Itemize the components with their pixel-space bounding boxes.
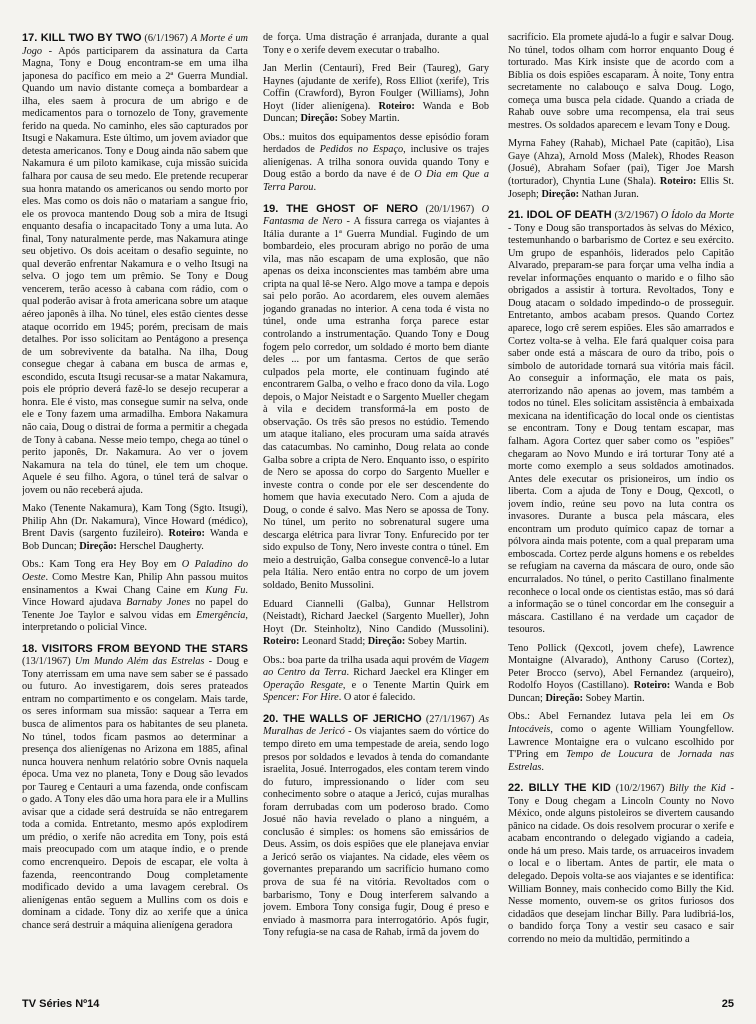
synopsis: - Tony e Doug são transportados às selvas do México, testemunhando o barbarismo de Cortez e seu exército. Um grupo de espanhóis, liderados pelo Capitão Alvarado, preparam-se para forçar uma velha índia a revelar informações enquanto o marido e o filho são obrigados a assistir à tortura. Revoltados, Tony e Doug atacam o soldado impedindo-o de prosseguir. Entretanto, ambos acabam presos. Quando Cortez aparece, logo crê serem espiões. Eles são amarrados e Cortez volta-se à velha. Ele fará qualquer coisa para saber onde está a máscara de ouro da tribo, pois o símbolo de autoridade tornará sua vitória mais fácil. Ao conseguir a informação, ele mata os pais, aterrorizando não apenas ao jovem, mas também a todos no túnel. Eles solicitam assistência à embaixada mexicana na identificação do local onde os cientistas se encontram. Tony e Doug tentam escapar, mas falham. Agora Cortez quer saber como os "espiões" chegaram ao Novo Mundo e irá torturar Tony até a morte como exemplo a seus soldados amotinados. Antes dele executar os prisioneiros, um índio os liberta. Com a ajuda de Tony e Doug, Qexcotl, o jovem índio, reúne seu povo na luta contra os invasores. Durante a busca pela máscara, eles encontram um produto químico capaz de tornar a pólvora ainda mais potente, com a qual preparam uma emboscada. Cortez perde alguns homens e os rebeldes se refugiam na caverna da máscara de ouro, onde são encurralados. No túnel, o perito Castillano finalmente reconhece o local onde os cientistas estão, mas só dará a informação se o túnel concordar em lhe conseguir a máscara. Castillano é na verdade um caçador de tesouros. <box>508 222 734 636</box>
synopsis: - A fissura carrega os viajantes à Itália durante a 1ª Guerra Mundial. Fugindo de um bombardeio, eles procuram abrigo no porão de uma vila, mas não escapam de uma explosão, que não apenas os deixa inconscientes mas também abre uma cripta na qual lê-se Nero. Algo move a tampa e depois sai pelo porão. Ao acordarem, eles ouvem alemães jogando granadas no interior. A cena toda é vista no túnel, onde uma estranha força parece estar controlando a instrumentação. Quando Tony e Doug fogem pelo corredor, um soldado é morto bem diante deles ... por um fantasma. Certos de que serão culpados pela morte, ele continuam fugindo até encontrarem Galba, o velho e fraco dono da vila. Logo depois, o Major Neistadt e o Sargento Mueller chegam à vila e decidem transformá-la em posto de observação. Os três são presos no estúdio. Temendo um ataque italiano, eles procuram uma saída através das catacumbas. No caminho, Doug relata ao conde Galba sobre a cripta de Nero. Enquanto isso, o espírito de Nero se apossa do corpo do Sargento Mueller e investe contra o conde por ele ser descendente do homem que havia executado Nero. Com a ajuda de Doug, o conde é salvo. Mas Nero se apossa de Tony. No túnel, um perito no sobrenatural sugere uma descarga elétrica para livrar Tony. Enfurecido por ter sido expulso de Tony, Nero investe contra o túnel. Em meio a destruição, Galba consegue convencê-lo a lutar pela Itália. Nero então entra no corpo de um jovem soldado, Benito Mussolini. <box>263 216 489 591</box>
synopsis: - Tony e Doug chegam a Lincoln County no Novo México, onde alguns pistoleiros se divertem causando pânico na cidade. Os dois resolvem procurar o xerife e acabam encontrando o delegado vigiando a cadeia, onde há um preso. Mais tarde, os arruaceiros invadem o local e o libertam. Antes de partir, ele mata o delegado. Depois volta-se aos viajantes e se identifica: William Bonney, mais conhecido como Billy the Kid. Nesse momento, ouvem-se os gritos furiosos dos cidadãos que desejam linchar Billy. Para ludibriá-los, o bandido força Tony a vestir seu casaco e sair correndo no meio da multidão, permitindo a <box>508 783 734 945</box>
cast-credits: Jan Merlin (Centauri), Fred Beir (Taureg), Gary Haynes (ajudante de xerife), Ross Elliot (xerife), Tris Coffin (Crawford), Byron Foulger (Williams), John Hoyt (líder alienígena). Roteiro: Wanda e Bob Duncan; Direção: Sobey Martin. <box>263 63 489 125</box>
portuguese-title: A Morte é um Jogo <box>22 33 248 57</box>
air-date: (13/1/1967) <box>22 656 75 668</box>
episode-19 <box>263 203 489 593</box>
episode-notes: Obs.: muitos dos equipamentos desse episódio foram herdados de Pedidos no Espaço, inclusive os trajes alienígenas. A trilha sonora ouvida quando Tony e Doug estão a bordo da nave é de O Dia em Que a Terra Parou. <box>263 131 489 194</box>
portuguese-title: As Muralhas de Jericó <box>263 713 489 738</box>
text-column-1 <box>22 32 248 990</box>
text-column-3 <box>508 32 734 990</box>
episode-18 <box>22 643 248 933</box>
episode-heading: 19. THE GHOST OF NERO <box>263 202 419 215</box>
portuguese-title: Um Mundo Além das Estrelas <box>74 656 205 668</box>
portuguese-title: O Ídolo da Morte <box>660 210 734 222</box>
synopsis: - Os viajantes saem do vórtice do tempo direto em uma tempestade de areia, sendo logo presos por soldados e levados à tenda do comandante israelita, Josué. Interrogados, eles contam terem vindo do futuro, impressionando o líder com seu conhecimento sobre o ataque a Jericó, cujas muralhas foram derrubadas com um poderoso brado. Como Josué não havia revelado o plano a ninguém, a conclusão é simples: os homens são emissários de Deus. Assim, os dois espiões que ele planejava enviar a Jericó serão os viajantes. Na cidade, eles vêem os governantes preparando um sacrifício humano como prova de sua fé na vitória. Revoltados com o barbarismo, Tony e Doug interferem salvando a jovem. Embora Tony consiga fugir, Doug é preso e enviado à masmorra para interrogatório. Após fugir, Tony refugia-se na casa de Rahab, irmã da jovem do <box>263 726 489 939</box>
synopsis-continued: de força. Uma distração é arranjada, durante a qual Tony e o xerife devem executar o trabalho. <box>263 32 489 56</box>
synopsis-continued: sacrifício. Ela promete ajudá-lo a fugir e salvar Doug. No túnel, todos olham com horror enquanto Doug é torturado. Mas Kirk insiste que de acordo com a Bíblia os dois espiões escaparam. À noite, Tony entra secretamente no calabouço e salva Doug. Logo, começa uma busca pela cidade. Quando a criada de Rahab ouve sobre uma recompensa, ela trai seus mestres. Os soldados aparecem e levam Tony e Doug. <box>508 32 734 131</box>
page-number: 25 <box>721 998 734 1010</box>
episode-22 <box>508 782 734 946</box>
air-date: (3/2/1967) <box>611 210 661 222</box>
cast-credits: Teno Pollick (Qexcotl, jovem chefe), Lawrence Montaigne (Alvarado), Anthony Caruso (Cortez), Peter Brocco (servo), Abel Fernandez (arqueiro), Rodolfo Hoyos (Castillano). Roteiro: Wanda e Bob Duncan; Direção: Sobey Martin. <box>508 642 734 704</box>
episode-notes: Obs.: boa parte da trilha usada aqui provém de Viagem ao Centro da Terra. Richard Jaeckel era Klinger em Operação Resgate, e o Tenente Martin Quirk em Spencer: For Hire. O ator é falecido. <box>263 654 489 704</box>
episode-heading: 18. VISITORS FROM BEYOND THE STARS <box>22 642 248 655</box>
text-column-2 <box>263 32 489 990</box>
cast-credits: Eduard Ciannelli (Galba), Gunnar Hellstrom (Neistadt), Richard Jaeckel (Sargento Mueller), John Hoyt (Dr. Steinholtz), Nino Candido (Mussolini). Roteiro: Leonard Stadd; Direção: Sobey Martin. <box>263 598 489 648</box>
episode-heading: 21. IDOL OF DEATH <box>508 209 612 222</box>
magazine-issue: TV Séries Nº14 <box>22 998 100 1010</box>
portuguese-title: O Fantasma de Nero <box>263 203 489 228</box>
episode-heading: 17. KILL TWO BY TWO <box>22 32 142 44</box>
episode-heading: 22. BILLY THE KID <box>508 782 611 795</box>
episode-heading: 20. THE WALLS OF JERICHO <box>263 712 422 725</box>
synopsis: - Doug e Tony aterrissam em uma nave sem saber se é passado ou futuro. Ao investigarem, dois seres prateados entram no compartimento e os congelam. Mais tarde, os seres informam sua missão: saquear a Terra em busca de alimentos para os habitantes de seu planeta. No túnel, todos ficam pasmos ao determinar a presença dos alienígenas no Arizona em 1885, afinal nunca houvera nenhum relatório sobre Ovnis naquela época. Uma vez no planeta, Tony e Doug são levados por Taureg e Centauri a uma fazenda, onde confiscam o gado. A Tony eles dão uma hora para ele ir a Mullins avisar que a cidade será destruída se não entregarem toda a comida. Entretanto, mesmo após explodirem um prédio, o xerife não acredita em Tony, pois está mais preocupado com um ataque índio, e o prende como encrenqueiro. Depois de escapar, ele volta à fazenda, reencontrando Doug completamente modificado devido a uma lavagem cerebral. Os alienígenas então seguem a Mullins com os dois e dominam a cidade. Tony diz ao xerife que a única chance será destruir a máquina alienígena geradora <box>22 656 248 931</box>
episode-20 <box>263 713 489 940</box>
page-footer <box>22 998 734 1014</box>
cast-credits: Myrna Fahey (Rahab), Michael Pate (capitão), Lisa Gaye (Ahza), Arnold Moss (Malek), Rhodes Reason (Josué), Abraham Sofaer (pai), Tiger Joe Marsh (torturador), Chyntia Lune (Shala). Roteiro: Ellis St. Joseph; Direção: Nathan Juran. <box>508 138 734 200</box>
air-date: (27/1/1967) <box>421 713 479 725</box>
episode-notes: Obs.: Abel Fernandez lutava pela lei em Os Intocáveis, como o agente William Youngfellow. Lawrence Montaigne era o vulcano escolhido por T'Pring em Tempo de Loucura de Jornada nas Estrelas. <box>508 711 734 773</box>
air-date: (6/1/1967) <box>141 33 191 44</box>
episode-notes: Obs.: Kam Tong era Hey Boy em O Paladino do Oeste. Como Mestre Kan, Philip Ahn passou muitos ensinamentos a Kwai Chang Caine em Kung Fu. Vince Howard ajudava Barnaby Jones no papel do Tenente Joe Taylor e salvou vidas em Emergência, interpretando o policial Vince. <box>22 559 248 634</box>
air-date: (10/2/1967) <box>610 783 670 795</box>
magazine-page <box>22 32 734 990</box>
portuguese-title: Billy the Kid <box>669 783 726 795</box>
episode-21 <box>508 209 734 637</box>
air-date: (20/1/1967) <box>418 203 482 215</box>
synopsis: - Após participarem da assinatura da Carta Magna, Tony e Doug encontram-se em uma ilha japonesa do pacífico em meio a 2ª Guerra Mundial. Quando um navio distante começa a bombardear a ilha, eles saem à procura de um abrigo e de medicamentos para o tornozelo de Tony, gravemente ferido na queda. No caminho, eles são capturados por Itsugi e Nakamura. Este último, um jovem aviador que detesta americanos. Tony e Doug ainda não sabem que Nakamura é um piloto kamikase, cuja missão suicida falhara por causa de seu medo. Ele pretende recuperar sua honra matando os americanos ou sendo morto por eles. Mas como os dois não o matariam a sangue frio, ele os provoca mantendo Doug sob a mira de Itsugi enquanto desafia o incapacitado Tony a uma luta. Ao final, Tony naturalmente perde, mas Nakamura atinge seu objetivo. Os dois aceitam o desafio seguinte, no qual deverão enfrentar Nakamura e o velho Itsugi na selva. O jogo tem um prêmio. Se Tony e Doug vencerem, terão acesso à cabana com rádio, com o qual poderão avisar à frota americana sobre um ataque aéreo japonês à ilha. No túnel, eles estão cientes desse ataque ocorrido em 1945; porém, precisam de mais detalhes. Por isso solicitam ao Pentágono a presença de um sobrevivente da batalha. Na ilha, Doug consegue chegar à cabana em busca de armas e, escondido, escuta Itsugi recusar-se a matar Nakamura, pois ele próprio deverá fazê-lo se desejo recuperar a honra. Ele é visto, mas consegue sumir na selva, onde ele e Tony fazem uma armadilha. Embora Nakamura não caia, Doug o distrai de forma a permitir a chegada de Tony à cabana. Nesse meio tempo, chega ao túnel o perito japonês, Dr. Nakamura. Ao ver o jovem Nakamura na tela do túnel, ele tem um choque. Aquele é seu filho. Agora, o túnel terá de salvar o jovem ou não receberá ajuda. <box>22 45 248 496</box>
episode-17 <box>22 32 248 497</box>
cast-credits: Mako (Tenente Nakamura), Kam Tong (Sgto. Itsugi), Philip Ahn (Dr. Nakamura), Vince Howard (médico), Brent Davis (sargento fuzileiro). Roteiro: Wanda e Bob Duncan; Direção: Herschel Daugherty. <box>22 503 248 552</box>
